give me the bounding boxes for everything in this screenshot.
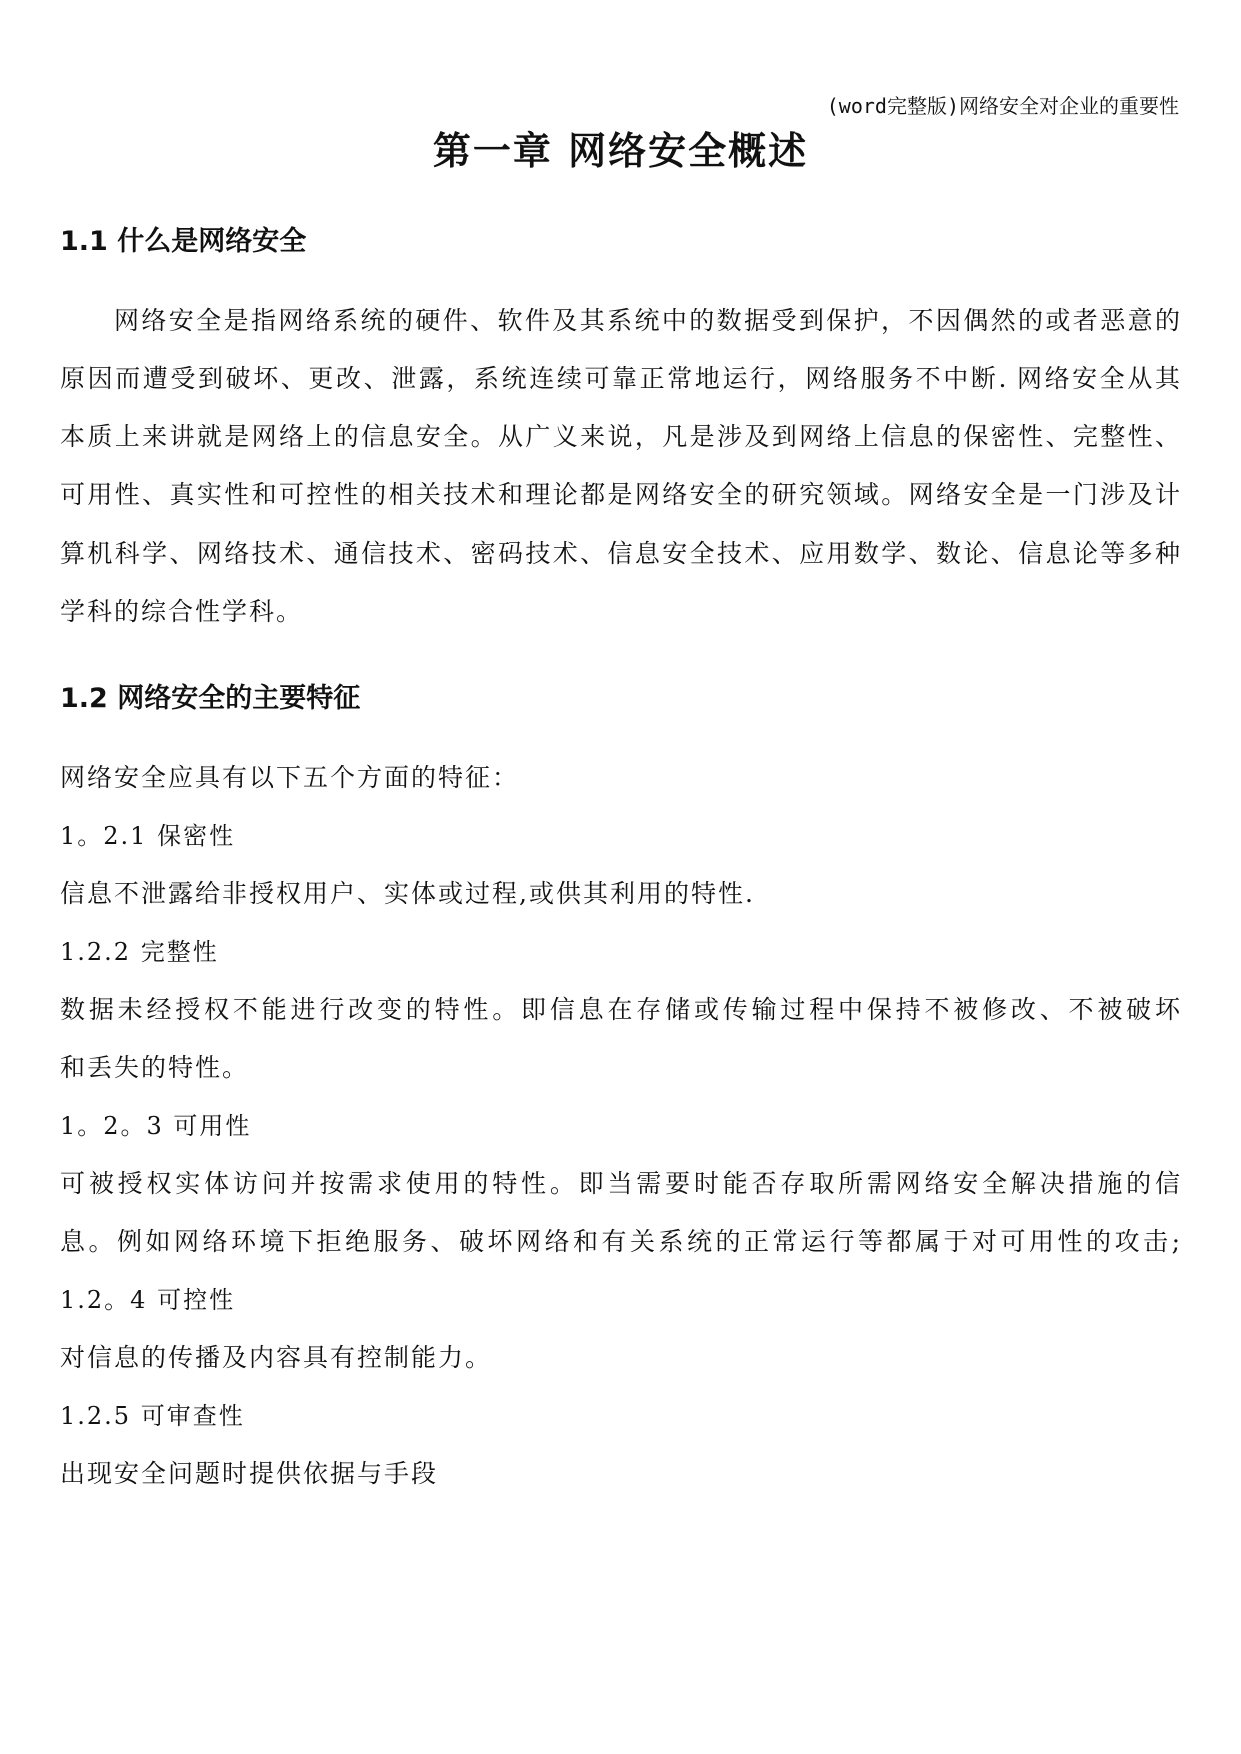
paragraph-line: 可用性、真实性和可控性的相关技术和理论都是网络安全的研究领域。网络安全是一门涉及计 <box>60 480 1180 509</box>
paragraph-line: 对信息的传播及内容具有控制能力。 <box>60 1343 493 1372</box>
paragraph-line: 学科的综合性学科。 <box>60 597 304 626</box>
paragraph-line: 网络安全是指网络系统的硬件、软件及其系统中的数据受到保护，不因偶然的或者恶意的 <box>114 306 1180 335</box>
subsection-heading-auditability: 1.2.5 可审查性 <box>60 1402 245 1430</box>
paragraph-line: 本质上来讲就是网络上的信息安全。从广义来说，凡是涉及到网络上信息的保密性、完整性、 <box>60 422 1180 451</box>
subsection-heading-availability: 1。2。3 可用性 <box>60 1112 252 1140</box>
running-header: (word完整版)网络安全对企业的重要性 <box>826 94 1179 118</box>
section-heading-1-1: 1.1 什么是网络安全 <box>60 226 307 257</box>
paragraph-line: 出现安全问题时提供依据与手段 <box>60 1459 439 1488</box>
chapter-title: 第一章 网络安全概述 <box>432 129 809 173</box>
intro-line: 网络安全应具有以下五个方面的特征： <box>60 763 520 792</box>
paragraph-line: 可被授权实体访问并按需求使用的特性。即当需要时能否存取所需网络安全解决措施的信 <box>60 1169 1180 1198</box>
subsection-heading-integrity: 1.2.2 完整性 <box>60 938 219 966</box>
paragraph-line: 算机科学、网络技术、通信技术、密码技术、信息安全技术、应用数学、数论、信息论等多种 <box>60 539 1180 568</box>
section-heading-1-2: 1.2 网络安全的主要特征 <box>60 683 361 714</box>
paragraph-line: 数据未经授权不能进行改变的特性。即信息在存储或传输过程中保持不被修改、不被破坏 <box>60 995 1180 1024</box>
paragraph-line: 和丢失的特性。 <box>60 1053 250 1082</box>
subsection-heading-controllability: 1.2。4 可控性 <box>60 1286 236 1314</box>
paragraph-line: 信息不泄露给非授权用户、实体或过程,或供其利用的特性. <box>60 879 755 908</box>
paragraph-line: 原因而遭受到破坏、更改、泄露，系统连续可靠正常地运行，网络服务不中断. 网络安全从其 <box>60 364 1180 393</box>
paragraph-line: 息。例如网络环境下拒绝服务、破坏网络和有关系统的正常运行等都属于对可用性的攻击; <box>60 1227 1180 1256</box>
subsection-heading-confidentiality: 1。2.1 保密性 <box>60 822 236 850</box>
